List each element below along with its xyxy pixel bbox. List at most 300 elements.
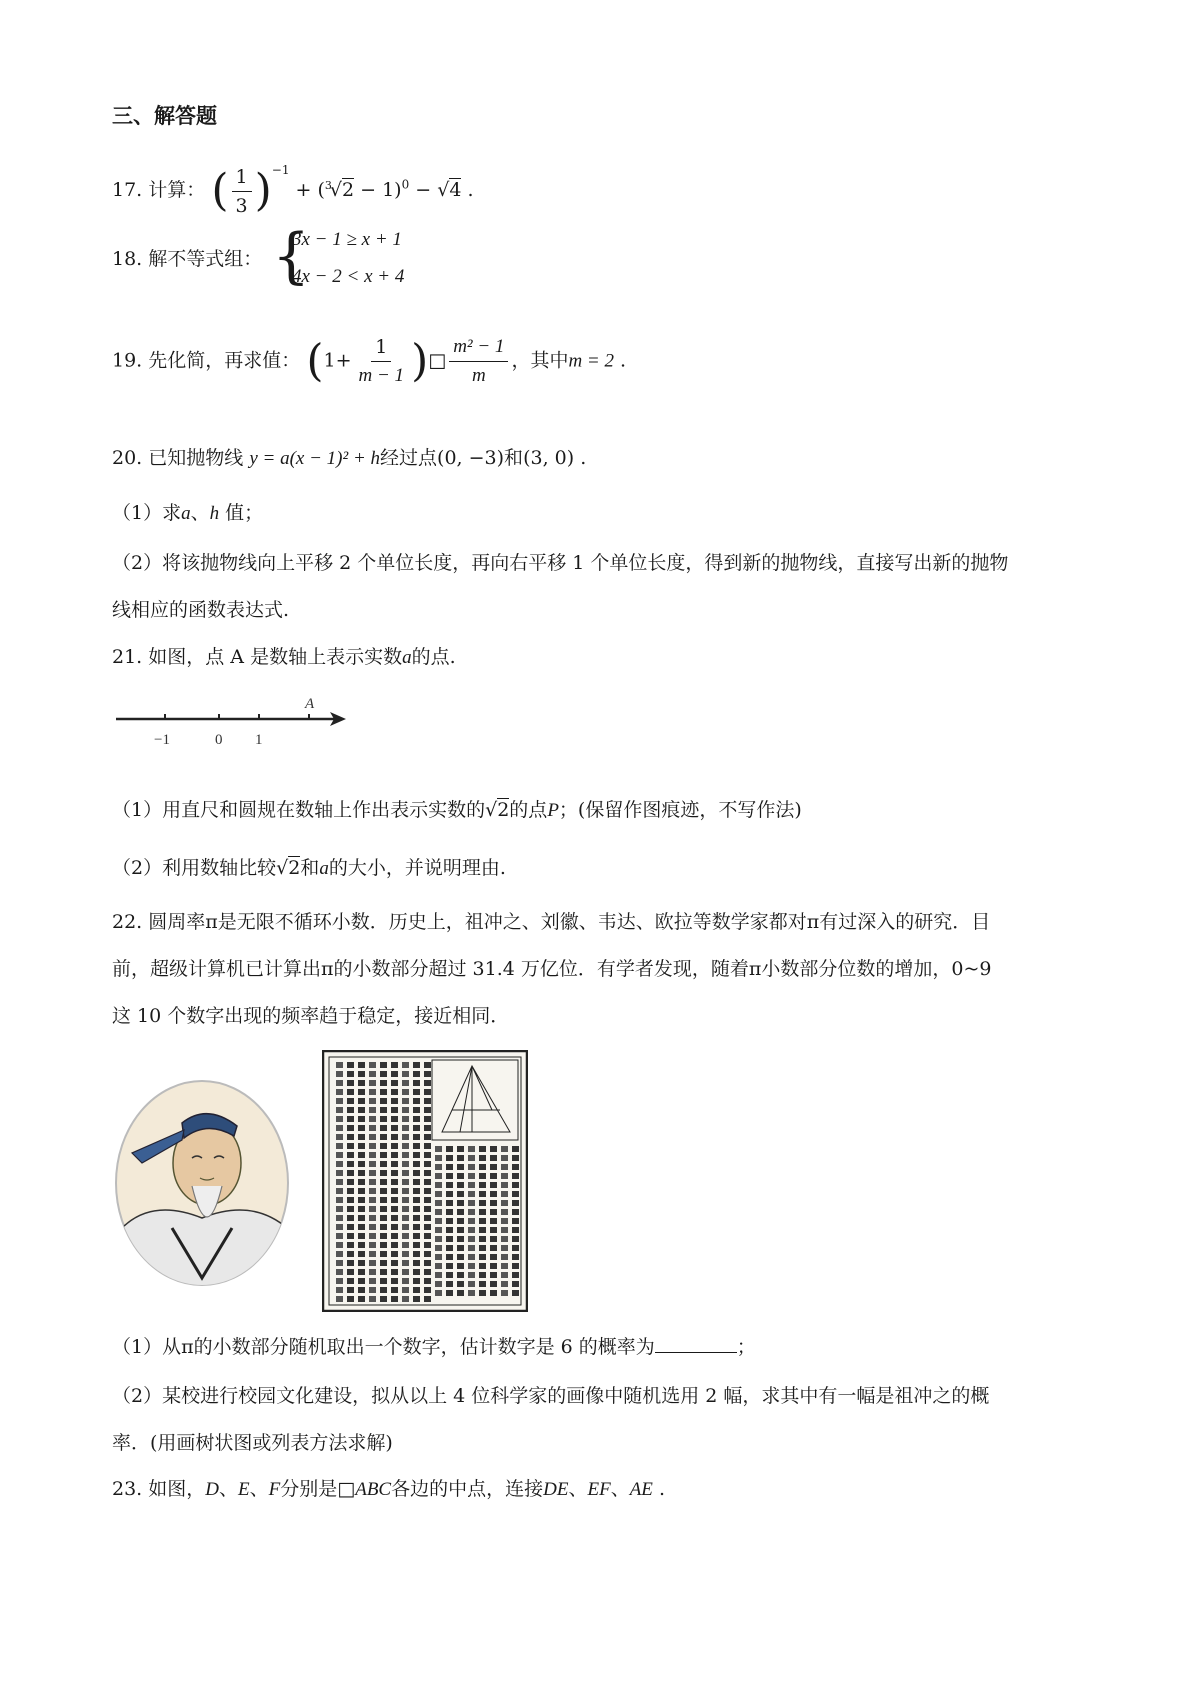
book-glyph xyxy=(391,1224,398,1230)
book-glyph xyxy=(512,1281,519,1287)
q18-text: 解不等式组： xyxy=(148,248,263,270)
book-glyph xyxy=(424,1179,431,1185)
book-glyph xyxy=(490,1146,497,1152)
q17-left-paren: ( xyxy=(211,165,229,216)
q17-part3: − xyxy=(409,179,438,201)
book-glyph xyxy=(369,1098,376,1104)
book-glyph xyxy=(501,1182,508,1188)
book-glyph xyxy=(402,1152,409,1158)
book-glyph xyxy=(457,1236,464,1242)
book-glyph xyxy=(347,1098,354,1104)
q17-cbrt-index: 3 xyxy=(324,178,332,192)
book-glyph xyxy=(402,1251,409,1257)
book-glyph xyxy=(391,1062,398,1068)
book-glyph xyxy=(380,1134,387,1140)
book-glyph xyxy=(435,1227,442,1233)
book-glyph xyxy=(457,1191,464,1197)
book-glyph xyxy=(402,1269,409,1275)
book-glyph xyxy=(369,1062,376,1068)
book-glyph xyxy=(501,1146,508,1152)
book-glyph xyxy=(413,1251,420,1257)
book-glyph xyxy=(391,1287,398,1293)
book-glyph xyxy=(457,1173,464,1179)
book-glyph xyxy=(512,1155,519,1161)
book-glyph xyxy=(358,1269,365,1275)
book-glyph xyxy=(336,1260,343,1266)
book-glyph xyxy=(402,1107,409,1113)
book-glyph xyxy=(391,1296,398,1302)
book-glyph xyxy=(479,1164,486,1170)
book-glyph xyxy=(380,1251,387,1257)
book-glyph xyxy=(446,1200,453,1206)
book-glyph xyxy=(369,1215,376,1221)
book-glyph xyxy=(347,1062,354,1068)
book-glyph xyxy=(402,1197,409,1203)
book-glyph xyxy=(358,1242,365,1248)
book-glyph xyxy=(391,1071,398,1077)
book-glyph xyxy=(468,1272,475,1278)
book-glyph xyxy=(424,1233,431,1239)
book-glyph xyxy=(501,1236,508,1242)
book-glyph xyxy=(490,1218,497,1224)
book-glyph xyxy=(413,1224,420,1230)
q19-text: 先化简，再求值： xyxy=(148,349,301,372)
book-glyph xyxy=(424,1251,431,1257)
book-glyph xyxy=(380,1098,387,1104)
book-glyph xyxy=(435,1254,442,1260)
book-glyph xyxy=(413,1107,420,1113)
book-glyph xyxy=(512,1290,519,1296)
book-glyph xyxy=(391,1170,398,1176)
book-glyph xyxy=(358,1089,365,1095)
book-glyph xyxy=(468,1182,475,1188)
book-glyph xyxy=(479,1209,486,1215)
book-glyph xyxy=(336,1233,343,1239)
book-glyph xyxy=(391,1251,398,1257)
book-glyph xyxy=(358,1062,365,1068)
book-glyph xyxy=(512,1245,519,1251)
book-glyph xyxy=(512,1173,519,1179)
book-glyph xyxy=(369,1287,376,1293)
book-glyph xyxy=(369,1260,376,1266)
book-glyph xyxy=(380,1260,387,1266)
book-glyph xyxy=(501,1281,508,1287)
q21-point-P: P xyxy=(547,800,559,821)
book-glyph xyxy=(446,1209,453,1215)
book-glyph xyxy=(490,1155,497,1161)
book-glyph xyxy=(358,1071,365,1077)
book-glyph xyxy=(402,1161,409,1167)
q17-right-paren: ) xyxy=(254,165,272,216)
book-glyph xyxy=(512,1227,519,1233)
q21-sqrt-sign-2: √ xyxy=(276,857,289,879)
book-glyph xyxy=(369,1152,376,1158)
q17-part2: + ( xyxy=(295,179,325,201)
book-glyph xyxy=(347,1188,354,1194)
q22-sub1: （1）从π的小数部分随机取出一个数字，估计数字是 6 的概率为 ； xyxy=(112,1336,756,1358)
book-glyph xyxy=(336,1071,343,1077)
q17-end: . xyxy=(467,179,474,201)
book-glyph xyxy=(490,1173,497,1179)
book-glyph xyxy=(402,1278,409,1284)
book-glyph xyxy=(457,1218,464,1224)
book-glyph xyxy=(369,1071,376,1077)
book-glyph xyxy=(336,1287,343,1293)
book-glyph xyxy=(391,1206,398,1212)
book-glyph xyxy=(512,1164,519,1170)
book-glyph xyxy=(391,1125,398,1131)
book-glyph xyxy=(402,1134,409,1140)
q19-right-paren: ) xyxy=(411,335,429,387)
book-glyph xyxy=(490,1290,497,1296)
q20-sub1: （1）求a、h 值； xyxy=(112,502,264,524)
q19-number: 19. xyxy=(112,349,143,372)
q17-fraction: $\frac{1}{3}$ xyxy=(232,166,252,217)
book-glyph xyxy=(424,1116,431,1122)
book-glyph xyxy=(512,1209,519,1215)
book-glyph xyxy=(457,1272,464,1278)
book-glyph xyxy=(435,1209,442,1215)
book-glyph xyxy=(446,1191,453,1197)
book-glyph xyxy=(457,1245,464,1251)
book-glyph xyxy=(402,1296,409,1302)
book-glyph xyxy=(413,1098,420,1104)
book-glyph xyxy=(358,1233,365,1239)
book-glyph xyxy=(512,1263,519,1269)
book-glyph xyxy=(468,1164,475,1170)
book-glyph xyxy=(369,1134,376,1140)
book-glyph xyxy=(380,1161,387,1167)
book-glyph xyxy=(413,1152,420,1158)
book-glyph xyxy=(347,1125,354,1131)
book-glyph xyxy=(424,1260,431,1266)
book-glyph xyxy=(347,1143,354,1149)
book-glyph xyxy=(380,1089,387,1095)
book-glyph xyxy=(435,1290,442,1296)
book-glyph xyxy=(490,1254,497,1260)
q18-brace: { xyxy=(272,221,311,291)
q17-part2b: − 1) xyxy=(354,179,402,201)
q20-mid: 经过点 xyxy=(380,447,438,469)
q20-var-h: h xyxy=(209,503,220,524)
book-glyph xyxy=(424,1098,431,1104)
book-glyph xyxy=(347,1278,354,1284)
book-glyph xyxy=(479,1281,486,1287)
book-glyph xyxy=(424,1107,431,1113)
book-glyph xyxy=(380,1071,387,1077)
book-glyph xyxy=(347,1215,354,1221)
q20-and: 和 xyxy=(504,447,524,469)
book-glyph xyxy=(446,1182,453,1188)
book-glyph xyxy=(402,1098,409,1104)
book-glyph xyxy=(512,1272,519,1278)
q18-inequality-2: 4x − 2 < x + 4 xyxy=(292,266,405,287)
book-glyph xyxy=(490,1236,497,1242)
book-glyph xyxy=(380,1224,387,1230)
book-glyph xyxy=(424,1143,431,1149)
q19-condition: m = 2 xyxy=(568,350,614,372)
book-glyph xyxy=(347,1080,354,1086)
book-glyph xyxy=(336,1206,343,1212)
book-glyph xyxy=(380,1269,387,1275)
book-glyph xyxy=(347,1134,354,1140)
book-glyph xyxy=(391,1188,398,1194)
question-22-line1: 22. 圆周率π是无限不循环小数．历史上，祖冲之、刘徽、韦达、欧拉等数学家都对π有过深入的研究．目 xyxy=(112,911,991,933)
book-glyph xyxy=(413,1296,420,1302)
book-glyph xyxy=(402,1260,409,1266)
book-glyph xyxy=(468,1236,475,1242)
q20-sub2-line1: （2）将该抛物线向上平移 2 个单位长度，再向右平移 1 个单位长度，得到新的抛物线，直接写出新的抛物 xyxy=(112,552,1009,574)
book-glyph xyxy=(424,1170,431,1176)
book-glyph xyxy=(424,1071,431,1077)
book-glyph xyxy=(512,1200,519,1206)
book-glyph xyxy=(369,1179,376,1185)
book-glyph xyxy=(413,1143,420,1149)
q21-end: 的点. xyxy=(411,646,456,668)
book-glyph xyxy=(424,1242,431,1248)
book-glyph xyxy=(358,1143,365,1149)
book-glyph xyxy=(435,1281,442,1287)
book-glyph xyxy=(446,1146,453,1152)
book-glyph xyxy=(358,1125,365,1131)
book-glyph xyxy=(336,1143,343,1149)
book-glyph xyxy=(479,1290,486,1296)
book-glyph xyxy=(479,1236,486,1242)
book-glyph xyxy=(479,1227,486,1233)
book-glyph xyxy=(358,1161,365,1167)
book-glyph xyxy=(435,1173,442,1179)
book-glyph xyxy=(413,1134,420,1140)
book-glyph xyxy=(336,1215,343,1221)
book-glyph xyxy=(380,1197,387,1203)
book-glyph xyxy=(358,1179,365,1185)
number-line-figure xyxy=(112,692,352,748)
q23-number: 23. xyxy=(112,1478,143,1500)
book-glyph xyxy=(446,1254,453,1260)
book-glyph xyxy=(490,1227,497,1233)
book-glyph xyxy=(402,1116,409,1122)
q20-var-a: a xyxy=(181,503,191,524)
book-glyph xyxy=(424,1197,431,1203)
book-glyph xyxy=(402,1143,409,1149)
book-glyph xyxy=(457,1263,464,1269)
book-glyph xyxy=(402,1170,409,1176)
book-glyph xyxy=(424,1161,431,1167)
book-glyph xyxy=(435,1245,442,1251)
book-glyph xyxy=(501,1227,508,1233)
question-22-line2: 前，超级计算机已计算出π的小数部分超过 31.4 万亿位．有学者发现，随着π小数部分位数的增加，0~9 xyxy=(112,958,992,980)
book-glyph xyxy=(468,1191,475,1197)
q17-number: 17. xyxy=(112,179,143,201)
book-glyph xyxy=(501,1200,508,1206)
book-glyph xyxy=(457,1146,464,1152)
book-glyph xyxy=(501,1263,508,1269)
book-glyph xyxy=(380,1278,387,1284)
book-glyph xyxy=(402,1080,409,1086)
book-glyph xyxy=(402,1179,409,1185)
book-glyph xyxy=(479,1218,486,1224)
book-glyph xyxy=(369,1170,376,1176)
book-glyph xyxy=(402,1125,409,1131)
book-glyph xyxy=(336,1116,343,1122)
book-glyph xyxy=(424,1089,431,1095)
q17-exponent-0: 0 xyxy=(401,177,410,192)
q21-number: 21. xyxy=(112,646,143,668)
book-glyph xyxy=(391,1098,398,1104)
book-glyph xyxy=(446,1173,453,1179)
book-glyph xyxy=(413,1179,420,1185)
book-glyph xyxy=(391,1161,398,1167)
book-glyph xyxy=(336,1224,343,1230)
q22-sub2-line2: 率．(用画树状图或列表方法求解) xyxy=(112,1432,393,1454)
book-glyph xyxy=(380,1170,387,1176)
book-glyph xyxy=(391,1116,398,1122)
book-glyph xyxy=(424,1134,431,1140)
book-glyph xyxy=(435,1263,442,1269)
book-glyph xyxy=(380,1233,387,1239)
book-glyph xyxy=(413,1161,420,1167)
book-glyph xyxy=(402,1242,409,1248)
book-glyph xyxy=(391,1242,398,1248)
q22-sub2-line1: （2）某校进行校园文化建设，拟从以上 4 位科学家的画像中随机选用 2 幅，求其中有一幅是祖冲之的概 xyxy=(112,1385,990,1407)
book-glyph xyxy=(402,1224,409,1230)
book-glyph xyxy=(424,1215,431,1221)
book-glyph xyxy=(369,1107,376,1113)
book-glyph xyxy=(413,1197,420,1203)
book-glyph xyxy=(435,1155,442,1161)
book-glyph xyxy=(468,1173,475,1179)
book-glyph xyxy=(391,1134,398,1140)
ancient-book-illustration xyxy=(322,1050,528,1312)
book-glyph xyxy=(347,1179,354,1185)
book-glyph xyxy=(391,1269,398,1275)
book-glyph xyxy=(501,1155,508,1161)
book-glyph xyxy=(369,1080,376,1086)
question-20 xyxy=(112,446,586,471)
q17-sqrt-radicand: 4 xyxy=(449,179,462,201)
book-glyph xyxy=(435,1218,442,1224)
book-glyph xyxy=(336,1152,343,1158)
book-glyph xyxy=(413,1260,420,1266)
book-glyph xyxy=(490,1272,497,1278)
book-glyph xyxy=(369,1188,376,1194)
book-glyph xyxy=(358,1080,365,1086)
book-glyph xyxy=(391,1143,398,1149)
book-glyph xyxy=(501,1218,508,1224)
book-glyph xyxy=(358,1152,365,1158)
book-glyph xyxy=(347,1251,354,1257)
book-glyph xyxy=(358,1107,365,1113)
question-21 xyxy=(112,645,456,670)
book-glyph xyxy=(369,1197,376,1203)
book-glyph xyxy=(380,1179,387,1185)
book-glyph xyxy=(402,1206,409,1212)
book-glyph xyxy=(380,1188,387,1194)
book-glyph xyxy=(512,1191,519,1197)
book-glyph xyxy=(446,1272,453,1278)
book-glyph xyxy=(358,1251,365,1257)
book-glyph xyxy=(336,1125,343,1131)
q20-number: 20. xyxy=(112,447,143,469)
book-glyph xyxy=(501,1209,508,1215)
q22-answer-blank[interactable] xyxy=(655,1334,737,1353)
book-glyph xyxy=(380,1152,387,1158)
book-glyph xyxy=(457,1182,464,1188)
book-glyph xyxy=(380,1116,387,1122)
q19-fraction-2: $\frac{\text{m² − 1}}{m}$ xyxy=(449,336,508,387)
book-glyph xyxy=(336,1098,343,1104)
question-19 xyxy=(112,336,626,387)
book-glyph xyxy=(380,1107,387,1113)
book-glyph xyxy=(468,1281,475,1287)
book-glyph xyxy=(391,1089,398,1095)
q20-text: 已知抛物线 xyxy=(148,447,244,469)
book-glyph xyxy=(347,1116,354,1122)
book-glyph xyxy=(347,1287,354,1293)
book-glyph xyxy=(446,1218,453,1224)
book-glyph xyxy=(380,1080,387,1086)
book-glyph xyxy=(479,1272,486,1278)
book-glyph xyxy=(468,1227,475,1233)
book-glyph xyxy=(413,1287,420,1293)
q20-sub2-line2: 线相应的函数表达式. xyxy=(112,599,290,621)
book-glyph xyxy=(435,1236,442,1242)
book-glyph xyxy=(358,1170,365,1176)
book-glyph xyxy=(479,1263,486,1269)
book-glyph xyxy=(424,1080,431,1086)
section-title: 三、解答题 xyxy=(112,103,217,128)
book-glyph xyxy=(490,1263,497,1269)
book-glyph xyxy=(347,1089,354,1095)
book-glyph xyxy=(369,1233,376,1239)
book-glyph xyxy=(457,1281,464,1287)
book-glyph xyxy=(490,1164,497,1170)
book-glyph xyxy=(402,1089,409,1095)
book-glyph xyxy=(424,1188,431,1194)
book-glyph xyxy=(402,1071,409,1077)
book-glyph xyxy=(468,1209,475,1215)
q21-sqrt-sign-1: √ xyxy=(485,799,498,821)
book-glyph xyxy=(413,1116,420,1122)
book-glyph xyxy=(424,1278,431,1284)
book-glyph xyxy=(512,1146,519,1152)
book-glyph xyxy=(468,1263,475,1269)
q21-var-a: a xyxy=(402,647,412,668)
q18-number: 18. xyxy=(112,248,143,270)
book-glyph xyxy=(347,1107,354,1113)
book-glyph xyxy=(413,1206,420,1212)
book-glyph xyxy=(336,1242,343,1248)
q19-left-paren: ( xyxy=(306,335,324,387)
book-glyph xyxy=(457,1227,464,1233)
book-glyph xyxy=(391,1107,398,1113)
book-glyph xyxy=(336,1251,343,1257)
book-glyph xyxy=(424,1269,431,1275)
book-glyph xyxy=(358,1098,365,1104)
q17-radical-sign: √ xyxy=(329,179,342,201)
book-glyph xyxy=(501,1272,508,1278)
book-glyph xyxy=(446,1236,453,1242)
book-glyph xyxy=(413,1080,420,1086)
book-glyph xyxy=(402,1062,409,1068)
book-glyph xyxy=(512,1254,519,1260)
book-glyph xyxy=(336,1188,343,1194)
book-glyph xyxy=(435,1164,442,1170)
book-glyph xyxy=(435,1146,442,1152)
book-glyph xyxy=(336,1278,343,1284)
book-glyph xyxy=(424,1287,431,1293)
q17-exponent-neg1: −1 xyxy=(271,163,290,177)
